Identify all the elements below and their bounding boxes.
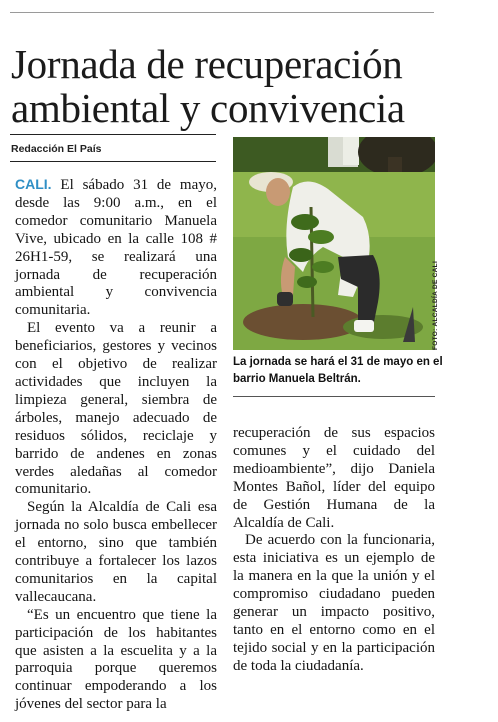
- article-paragraph: [15, 176, 217, 320]
- article-column-1: [15, 176, 217, 714]
- lead-text: El sábado 31 de mayo, desde las 9:00 a.m., en el comedor comunitario Manuela Vive, ubicado en la calle 108 # 26H1-59, se realizará una jornada de recuperación ambiental y convivencia comunitaria.: [15, 177, 217, 319]
- article-paragraph: Según la Alcaldía de Cali esa jornada no solo busca embellecer el entorno, sino que también contribuye a fortalecer los lazos comunitarios en la capital vallecaucana.: [15, 499, 217, 605]
- headline: Jornada de recuperación ambiental y convivencia: [11, 41, 405, 131]
- photo-credit: FOTO: ALCALDÍA DE CALI: [432, 260, 439, 350]
- byline-rule-bottom: [10, 161, 216, 162]
- article-paragraph: El evento va a reunir a beneficiarios, gestores y vecinos con el objetivo de realizar actividades que incluyen la limpieza general, siembra de árboles, manejo adecuado de residuos sólidos, reciclaje y barrido de andenes en zonas verdes aledañas al comedor comunitario.: [15, 320, 217, 498]
- photo-caption: La jornada se hará el 31 de mayo en el barrio Manuela Beltrán.: [233, 356, 443, 385]
- top-rule: [10, 12, 434, 13]
- article-paragraph: De acuerdo con la funcionaria, esta iniciativa es un ejemplo de la manera en la que la unión y el compromiso ciudadano pueden generar un impacto positivo, tanto en el entorno como en el tejido social y en la participación de toda la ciudadanía.: [233, 532, 435, 674]
- caption-rule: [233, 396, 435, 397]
- tree-planting-photo: [233, 137, 435, 350]
- article-paragraph: “Es un encuentro que tiene la participación de los habitantes que asisten a la escuelita y a la parroquia porque queremos continuar empoderando a los jóvenes del sector para la: [15, 606, 217, 713]
- article-paragraph: recuperación de sus espacios comunes y el cuidado del medioambiente”, dijo Daniela Montes Bañol, líder del equipo de Gestión Humana de la Alcaldía de Cali.: [233, 425, 435, 531]
- byline-rule-top: [10, 134, 216, 135]
- article-photo: [233, 137, 435, 350]
- article-column-2: [233, 425, 435, 676]
- dateline: CALI.: [15, 176, 52, 192]
- byline: Redacción El País: [11, 143, 102, 155]
